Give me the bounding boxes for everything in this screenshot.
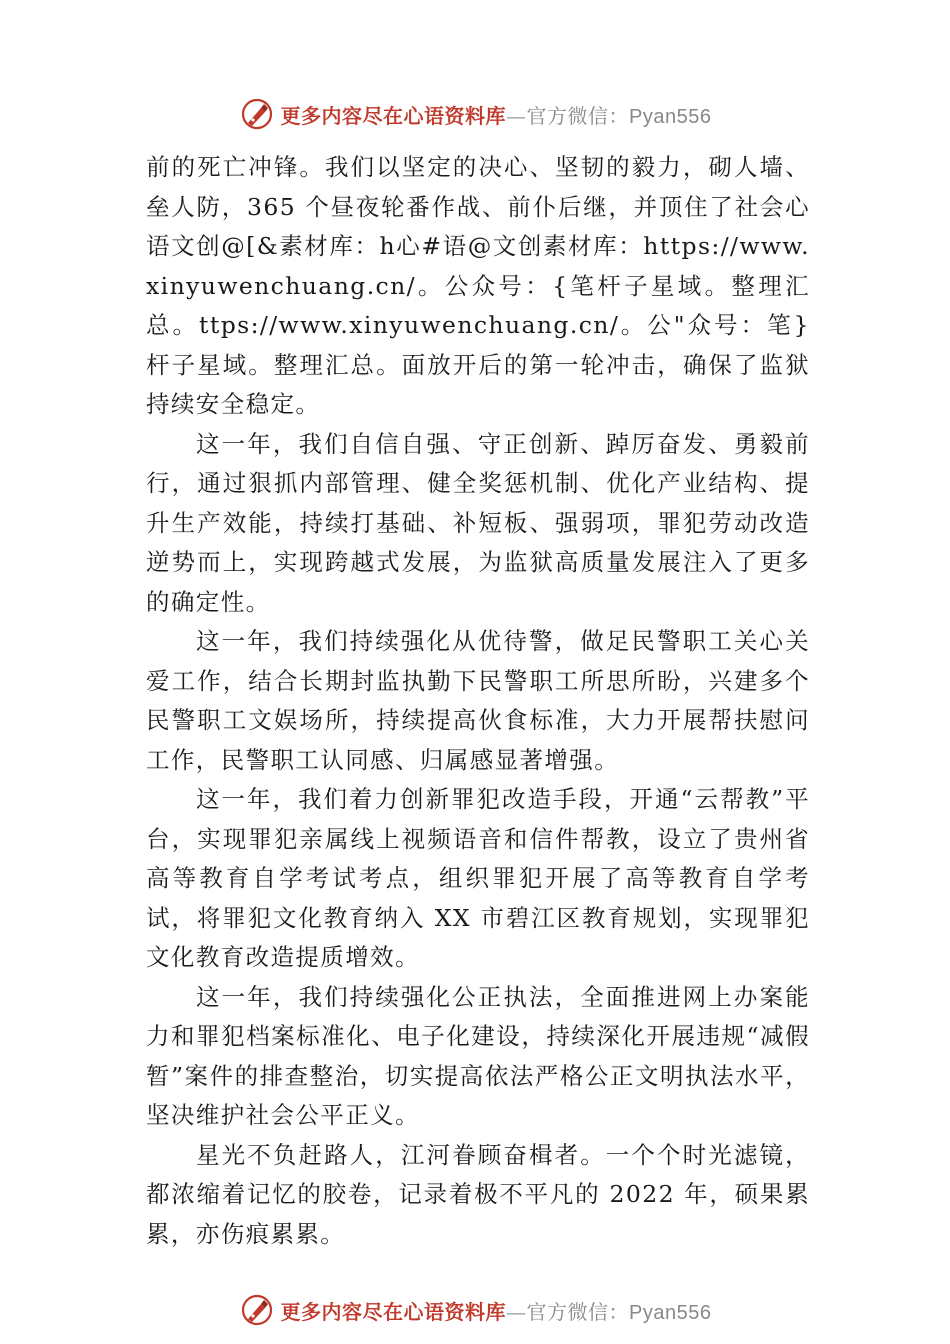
pen-nib-logo-icon <box>239 96 275 132</box>
banner-wechat-id: Pyan556 <box>629 1301 712 1324</box>
banner-wechat-label: 官方微信： <box>526 103 630 128</box>
banner-dash: — <box>506 103 527 128</box>
pen-nib-logo-icon <box>239 1292 275 1328</box>
footer-banner <box>0 1290 950 1330</box>
banner-wechat-id: Pyan556 <box>629 105 712 128</box>
banner-dash: — <box>506 1299 527 1324</box>
paragraph: 这一年，我们着力创新罪犯改造手段，开通“云帮教”平台，实现罪犯亲属线上视频语音和信件帮教，设立了贵州省高等教育自学考试考点，组织罪犯开展了高等教育自学考试，将罪犯文化教育纳入 XX 市碧江区教育规划，实现罪犯文化教育改造提质增效。 <box>146 785 810 971</box>
banner-wechat-label: 官方微信： <box>526 1299 630 1324</box>
banner-library-text: 更多内容尽在心语资料库 <box>280 103 507 128</box>
paragraph: 星光不负赶路人，江河眷顾奋楫者。一个个时光滤镜，都浓缩着记忆的胶卷，记录着极不平凡的 2022 年，硕果累累，亦伤痕累累。 <box>146 1140 810 1248</box>
paragraph-continuation: 前的死亡冲锋。我们以坚定的决心、坚韧的毅力，砌人墙、垒人防，365 个昼夜轮番作战、前仆后继，并顶住了社会心语文创@[&素材库：h心#语@文创素材库：https://www.xinyuwenchuang.cn/。公众号：{笔杆子星域。整理汇总。ttps://www.xinyuwenchuang.cn/。公"众号：笔}杆子星域。整理汇总。面放开后的第一轮冲击，确保了监狱持续安全稳定。 <box>146 153 810 418</box>
header-banner <box>0 94 950 134</box>
document-body <box>146 148 810 1254</box>
banner-library-text: 更多内容尽在心语资料库 <box>280 1299 507 1324</box>
paragraph: 这一年，我们持续强化从优待警，做足民警职工关心关爱工作，结合长期封监执勤下民警职工所思所盼，兴建多个民警职工文娱场所，持续提高伙食标准，大力开展帮扶慰问工作，民警职工认同感、归属感显著增强。 <box>146 627 810 774</box>
paragraph: 这一年，我们自信自强、守正创新、踔厉奋发、勇毅前行，通过狠抓内部管理、健全奖惩机制、优化产业结构、提升生产效能，持续打基础、补短板、强弱项，罪犯劳动改造逆势而上，实现跨越式发展，为监狱高质量发展注入了更多的确定性。 <box>146 429 810 616</box>
paragraph: 这一年，我们持续强化公正执法，全面推进网上办案能力和罪犯档案标准化、电子化建设，持续深化开展违规“减假暂”案件的排查整治，切实提高依法严格公正文明执法水平，坚决维护社会公平正义。 <box>146 982 810 1129</box>
